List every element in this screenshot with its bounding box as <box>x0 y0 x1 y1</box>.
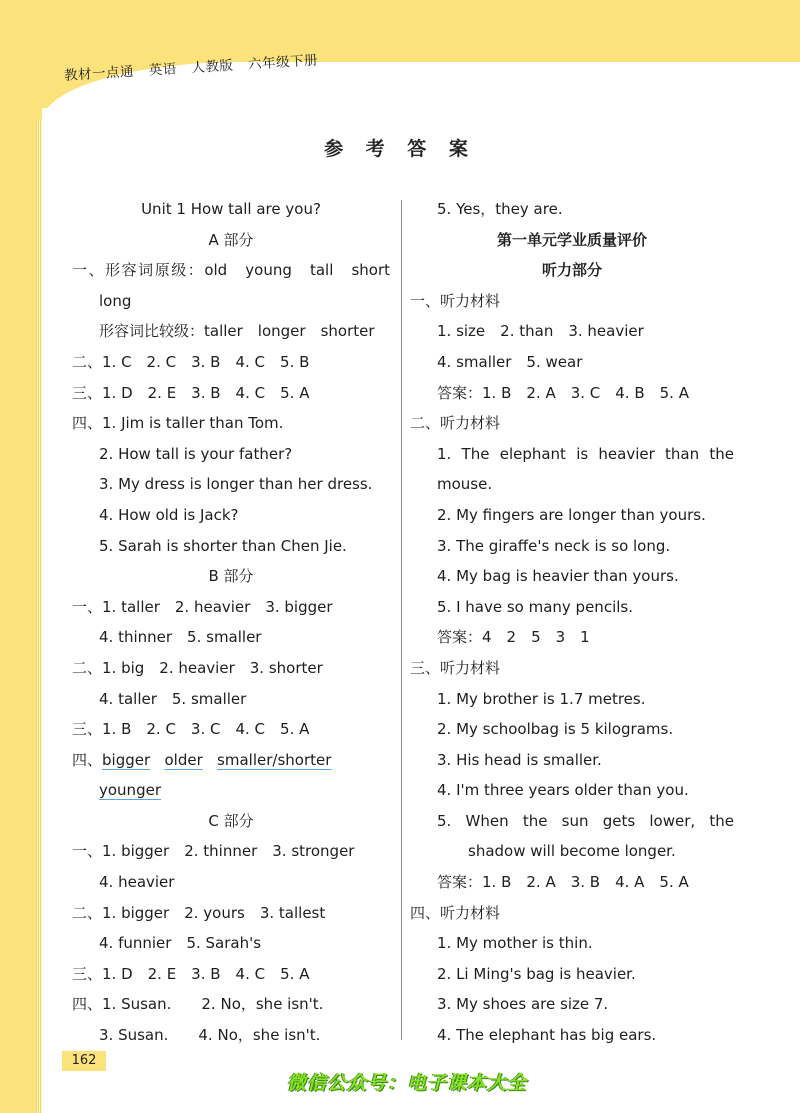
answer-line: 2. My schoolbag is 5 kilograms. <box>437 720 674 739</box>
underlined-word: smaller/shorter <box>217 750 332 769</box>
section-heading: 一、听力材料 <box>410 291 501 310</box>
underlined-word: older <box>164 750 203 769</box>
underlined-word: bigger <box>102 750 151 769</box>
underlined-word: younger <box>99 781 161 800</box>
page-title: 参 考 答 案 <box>324 138 476 160</box>
answer-line: shadow will become longer. <box>468 842 676 861</box>
answer-line: 四、1. Susan. 2. No，she isn't. <box>72 995 324 1014</box>
header-subject: 英语 <box>148 61 178 79</box>
header-grade: 六年级下册 <box>247 52 319 73</box>
answer-line: long <box>99 291 132 310</box>
answer-line: 4. How old is Jack? <box>99 505 239 524</box>
answer-key: 答案：1. B 2. A 3. B 4. A 5. A <box>437 873 689 892</box>
answer-line: 3. My shoes are size 7. <box>437 995 609 1014</box>
answer-line: mouse. <box>437 475 493 494</box>
header-book-name: 教材一点通 <box>63 63 135 84</box>
answer-line: 4. funnier 5. Sarah's <box>99 934 262 953</box>
section-heading: 三、听力材料 <box>410 658 501 677</box>
answer-line: 4. My bag is heavier than yours. <box>437 567 679 586</box>
header-edition: 人教版 <box>190 57 234 77</box>
answer-line: 3. Susan. 4. No，she isn't. <box>99 1026 321 1045</box>
answer-line: 一、1. taller 2. heavier 3. bigger <box>72 597 333 616</box>
answer-line: 一、1. bigger 2. thinner 3. stronger <box>72 842 355 861</box>
answer-line: 4. The elephant has big ears. <box>437 1026 657 1045</box>
left-column <box>72 194 390 1051</box>
answer-line: 1. The elephant is heavier than the <box>437 444 734 463</box>
answer-line: 3. The giraffe's neck is so long. <box>437 536 671 555</box>
evaluation-title: 第一单元学业质量评价 <box>496 230 647 249</box>
answer-line: 4. heavier <box>99 873 175 892</box>
page-number: 162 <box>62 1051 106 1071</box>
answer-line: 四、1. Jim is taller than Tom. <box>72 414 284 433</box>
answer-key: 答案：1. B 2. A 3. C 4. B 5. A <box>437 383 689 402</box>
answer-line: 三、1. B 2. C 3. C 4. C 5. A <box>72 720 310 739</box>
answer-line: 5. Sarah is shorter than Chen Jie. <box>99 536 347 555</box>
answer-line-underlined <box>72 775 390 806</box>
answer-line: 2. How tall is your father? <box>99 444 293 463</box>
answer-line: 4. I'm three years older than you. <box>437 781 689 800</box>
unit-title: Unit 1 How tall are you? <box>141 200 321 218</box>
answer-line: 1. My brother is 1.7 metres. <box>437 689 646 708</box>
answer-line: 形容词比较级：taller longer shorter <box>99 322 375 341</box>
column-divider <box>401 200 402 1040</box>
section-heading: 四、听力材料 <box>410 903 501 922</box>
answer-line: 2. My fingers are longer than yours. <box>437 505 706 524</box>
answer-line: 二、1. C 2. C 3. B 4. C 5. B <box>72 352 310 371</box>
answer-line: 4. thinner 5. smaller <box>99 628 262 647</box>
answer-line: 2. Li Ming's bag is heavier. <box>437 964 636 983</box>
answer-line: 4. smaller 5. wear <box>437 352 583 371</box>
answer-line-underlined <box>72 745 390 776</box>
answer-line: 三、1. D 2. E 3. B 4. C 5. A <box>72 383 310 402</box>
answer-line: 3. My dress is longer than her dress. <box>99 475 373 494</box>
section-c-heading: C 部分 <box>208 811 254 830</box>
answer-key: 答案：4 2 5 3 1 <box>437 628 590 647</box>
listening-title: 听力部分 <box>541 261 602 280</box>
answer-line: 5. Yes，they are. <box>437 200 563 218</box>
item-prefix: 四、 <box>72 750 103 769</box>
watermark-text: 微信公众号：电子课本大全 <box>287 1072 528 1094</box>
answer-line: 5. I have so many pencils. <box>437 597 633 616</box>
right-column <box>410 194 734 1051</box>
answer-line: 4. taller 5. smaller <box>99 689 247 708</box>
answer-line: 二、1. bigger 2. yours 3. tallest <box>72 903 326 922</box>
section-b-heading: B 部分 <box>208 567 254 586</box>
answer-line: 三、1. D 2. E 3. B 4. C 5. A <box>72 964 310 983</box>
section-a-heading: A 部分 <box>208 230 254 249</box>
answer-line: 一、形容词原级：old young tall short <box>72 261 390 280</box>
answer-line: 3. His head is smaller. <box>437 750 602 769</box>
answer-line: 5. When the sun gets lower, the <box>437 811 734 830</box>
answer-line: 1. size 2. than 3. heavier <box>437 322 644 341</box>
answer-line: 1. My mother is thin. <box>437 934 593 953</box>
answer-line: 二、1. big 2. heavier 3. shorter <box>72 658 323 677</box>
section-heading: 二、听力材料 <box>410 414 501 433</box>
